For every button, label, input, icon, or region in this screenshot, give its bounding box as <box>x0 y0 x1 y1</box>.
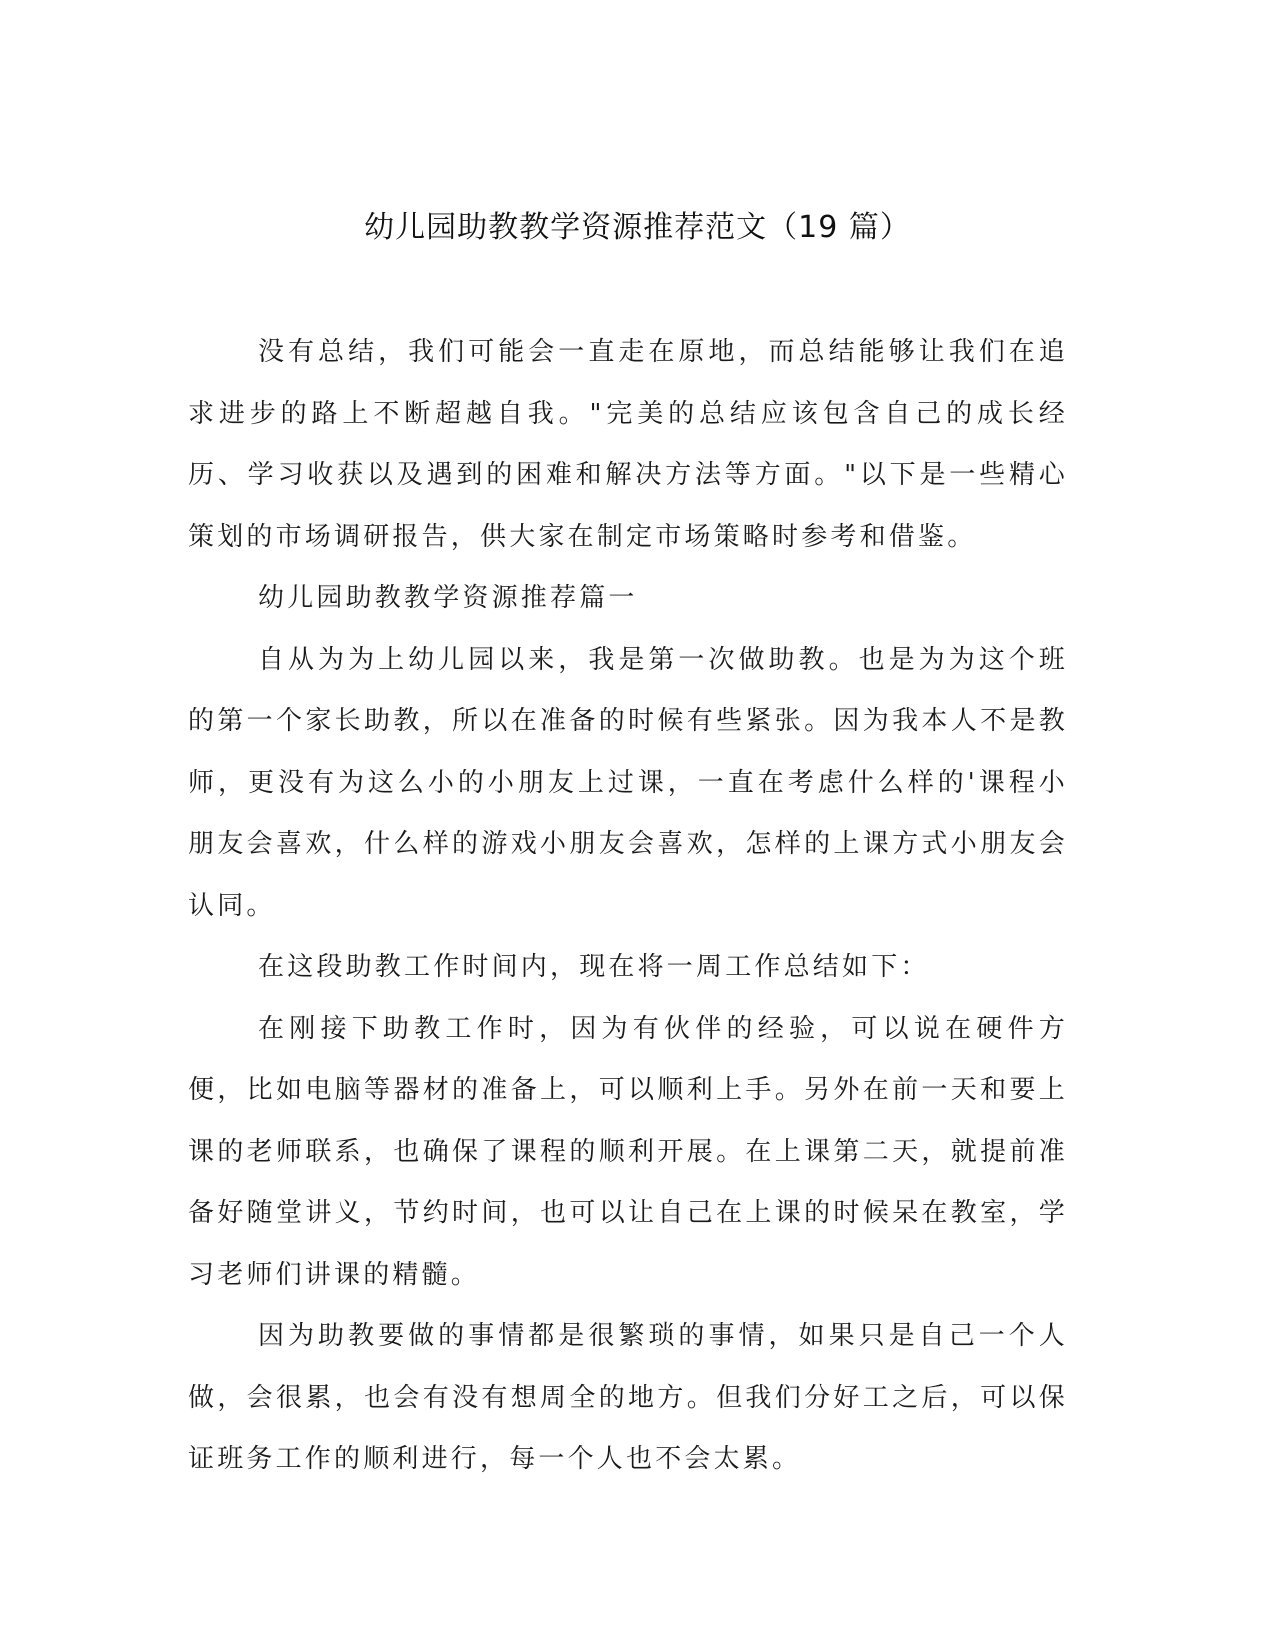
paragraph-teamwork: 因为助教要做的事情都是很繁琐的事情，如果只是自己一个人做，会很累，也会有没有想周全的地方。但我们分好工之后，可以保证班务工作的顺利进行，每一个人也不会太累。 <box>188 1321 1068 1474</box>
paragraph-preparation: 在刚接下助教工作时，因为有伙伴的经验，可以说在硬件方便，比如电脑等器材的准备上，可以顺利上手。另外在前一天和要上课的老师联系，也确保了课程的顺利开展。在上课第二天，就提前准备好随堂讲义，节约时间，也可以让自己在上课的时候呆在教室，学习老师们讲课的精髓。 <box>188 1013 1068 1290</box>
section-heading: 幼儿园助教教学资源推荐篇一 <box>258 583 638 613</box>
document-body <box>188 322 1068 1491</box>
paragraph-assistant-experience: 自从为为上幼儿园以来，我是第一次做助教。也是为为这个班的第一个家长助教，所以在准备的时候有些紧张。因为我本人不是教师，更没有为这么小的小朋友上过课，一直在考虑什么样的'课程小朋友会喜欢，什么样的游戏小朋友会喜欢，怎样的上课方式小朋友会认同。 <box>188 644 1068 921</box>
paragraph-summary-intro: 在这段助教工作时间内，现在将一周工作总结如下： <box>258 952 930 982</box>
paragraph-intro: 没有总结，我们可能会一直走在原地，而总结能够让我们在追求进步的路上不断超越自我。"完美的总结应该包含自己的成长经历、学习收获以及遇到的困难和解决方法等方面。"以下是一些精心策划的市场调研报告，供大家在制定市场策略时参考和借鉴。 <box>188 337 1068 552</box>
document-title: 幼儿园助教教学资源推荐范文（19 篇） <box>364 210 911 245</box>
